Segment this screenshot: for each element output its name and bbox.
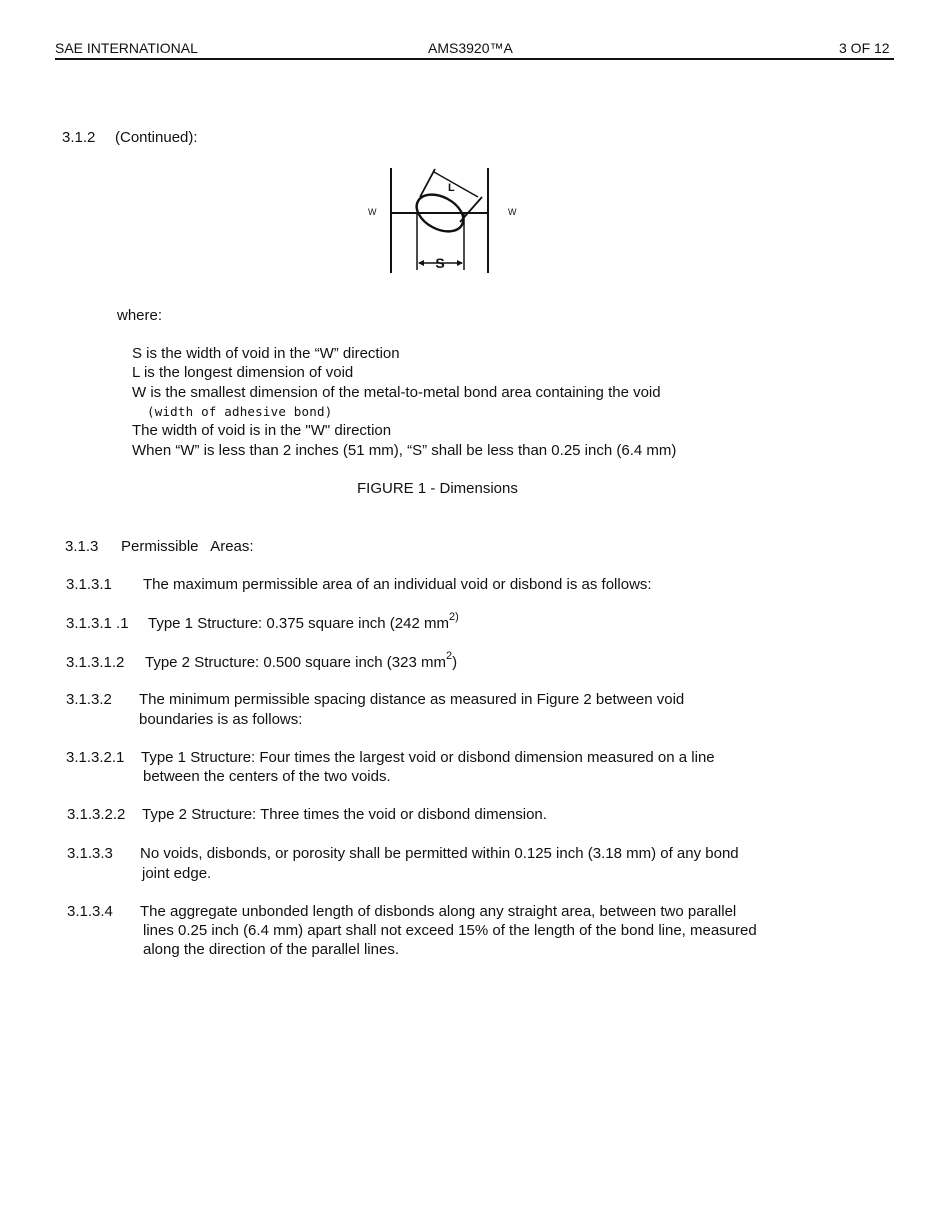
section-3-1-3-1-number: 3.1.3.1 <box>66 576 112 593</box>
l-dimension-arrow <box>434 172 478 197</box>
area-type-1-sup: 2) <box>449 611 459 623</box>
area-type-1-text: Type 1 Structure: 0.375 square inch (242 mm <box>148 615 449 632</box>
area-type-2-sup: 2 <box>446 650 453 662</box>
where-intro: where: <box>117 307 163 324</box>
where-line-w-note: (width of adhesive bond) <box>147 404 333 419</box>
section-3-1-3-number: 3.1.3 <box>65 538 99 555</box>
l-extension-upper <box>420 169 435 197</box>
section-3-1-3-1-2-number: 3.1.3.1.2 <box>66 654 125 671</box>
section-3-1-3-3-line1: No voids, disbonds, or porosity shall be permitted within 0.125 inch (3.18 mm) of any bond <box>140 845 739 862</box>
section-3-1-3-4-line2: lines 0.25 inch (6.4 mm) apart shall not exceed 15% of the length of the bond line, measured <box>143 922 757 939</box>
section-3-1-2-number: 3.1.2 <box>62 129 96 146</box>
section-3-1-3-2-1-line1: Type 1 Structure: Four times the largest void or disbond dimension measured on a line <box>141 749 715 766</box>
section-3-1-3-1-1-text <box>148 611 459 633</box>
figure-label-l: L <box>448 182 455 194</box>
section-3-1-3-1-2-text <box>145 650 458 672</box>
l-extension-lower <box>460 197 482 222</box>
section-3-1-3-1-1-number: 3.1.3.1 .1 <box>66 615 129 632</box>
header-center: AMS3920™A <box>428 40 513 56</box>
where-line-width: The width of void is in the "W" direction <box>132 422 392 439</box>
area-type-2-tail: ) <box>452 654 458 671</box>
section-3-1-3-2-1-number: 3.1.3.2.1 <box>66 749 125 766</box>
section-3-1-3-3-line2: joint edge. <box>142 865 212 882</box>
section-3-1-3-2-number: 3.1.3.2 <box>66 691 112 708</box>
section-3-1-3-4-line3: along the direction of the parallel lines. <box>143 941 399 958</box>
where-line-s: S is the width of void in the “W” direction <box>132 345 400 362</box>
where-line-l: L is the longest dimension of void <box>132 364 354 381</box>
figure-caption: FIGURE 1 - Dimensions <box>357 480 518 497</box>
section-3-1-3-2-line1: The minimum permissible spacing distance as measured in Figure 2 between void <box>139 691 685 708</box>
section-3-1-3-2-2-number: 3.1.3.2.2 <box>67 806 126 823</box>
section-3-1-3-2-line2: boundaries is as follows: <box>139 711 303 728</box>
s-arrowhead-right <box>457 260 463 266</box>
section-3-1-3-2-2-text: Type 2 Structure: Three times the void or disbond dimension. <box>142 806 547 823</box>
section-3-1-3-1-text: The maximum permissible area of an individual void or disbond is as follows: <box>143 576 652 593</box>
where-line-limit: When “W” is less than 2 inches (51 mm), “S” shall be less than 0.25 inch (6.4 mm) <box>132 442 677 459</box>
section-3-1-2-title: (Continued): <box>115 129 198 146</box>
header-right: 3 OF 12 <box>839 40 890 56</box>
section-3-1-3-4-line1: The aggregate unbonded length of disbonds along any straight area, between two parallel <box>140 903 737 920</box>
where-line-w: W is the smallest dimension of the metal-to-metal bond area containing the void <box>132 384 661 401</box>
section-3-1-3-title: Permissible Areas: <box>121 538 254 555</box>
section-3-1-3-4-number: 3.1.3.4 <box>67 903 113 920</box>
area-type-2-text: Type 2 Structure: 0.500 square inch (323 mm <box>145 654 446 671</box>
figure-1-diagram <box>360 160 530 280</box>
header-rule <box>55 58 894 60</box>
figure-label-w-left: W <box>368 207 377 217</box>
section-3-1-3-2-1-line2: between the centers of the two voids. <box>143 768 391 785</box>
s-arrowhead-left <box>418 260 424 266</box>
section-3-1-3-3-number: 3.1.3.3 <box>67 845 113 862</box>
header-left: SAE INTERNATIONAL <box>55 40 198 56</box>
figure-label-s: S <box>435 255 445 271</box>
figure-label-w-right: W <box>508 207 517 217</box>
